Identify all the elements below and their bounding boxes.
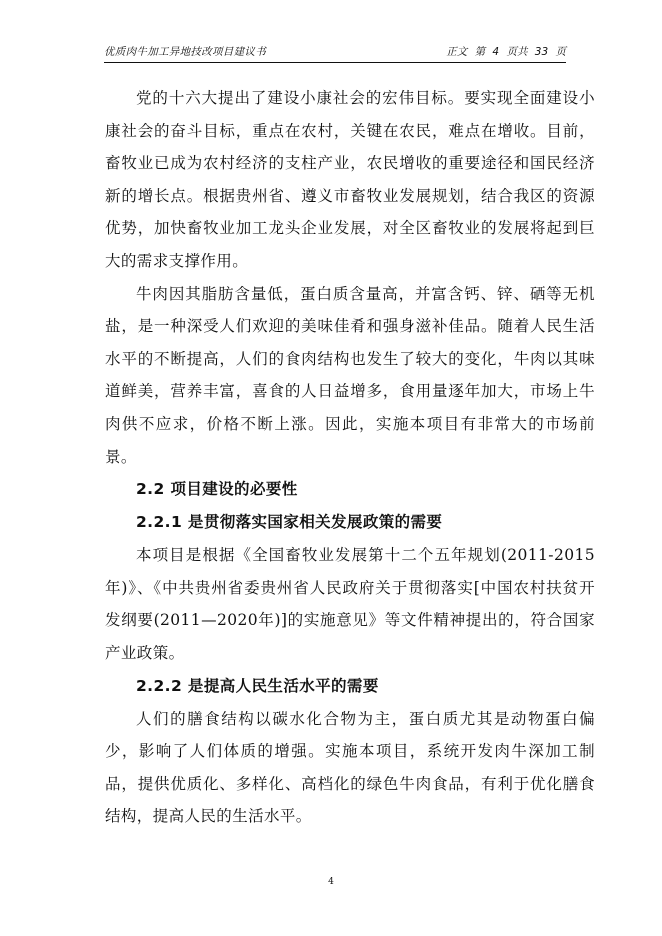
page-header (104, 44, 566, 60)
paragraph-4: 人们的膳食结构以碳水化合物为主，蛋白质尤其是动物蛋白偏少，影响了人们体质的增强。实施本项目，系统开发肉牛深加工制品，提供优质化、多样化、高档化的绿色牛肉食品，有利于优化膳食结构，提高人民的生活水平。 (105, 709, 595, 826)
paragraph-2: 牛肉因其脂肪含量低，蛋白质含量高，并富含钙、锌、硒等无机盐，是一种深受人们欢迎的美味佳肴和强身滋补佳品。随着人民生活水平的不断提高，人们的食肉结构也发生了较大的变化，牛肉以其味道鲜美，营养丰富，喜食的人日益增多，食用量逐年加大，市场上牛肉供不应求，价格不断上涨。因此，实施本项目有非常大的市场前景。 (105, 284, 595, 466)
heading-2-2: 2.2 项目建设的必要性 (136, 480, 298, 499)
heading-2-2-2: 2.2.2 是提高人民生活水平的需要 (136, 676, 379, 695)
page-info: 第 4 页共 33 页 (474, 46, 566, 58)
heading-2-2-1: 2.2.1 是贯彻落实国家相关发展政策的需要 (136, 513, 443, 532)
header-rule (104, 62, 566, 63)
document-title: 优质肉牛加工异地技改项目建议书 (104, 46, 266, 58)
section-label: 正文 (446, 46, 468, 58)
page-content (105, 82, 595, 833)
paragraph-1: 党的十六大提出了建设小康社会的宏伟目标。要实现全面建设小康社会的奋斗目标，重点在农村，关键在农民，难点在增收。目前，畜牧业已成为农村经济的支柱产业，农民增收的重要途径和国民经济新的增长点。根据贵州省、遵义市畜牧业发展规划，结合我区的资源优势，加快畜牧业加工龙头企业发展，对全区畜牧业的发展将起到巨大的需求支撑作用。 (105, 89, 595, 270)
page-number: 4 (328, 877, 334, 887)
header-page-info (446, 44, 566, 60)
paragraph-3: 本项目是根据《全国畜牧业发展第十二个五年规划(2011-2015年)》、《中共贵州省委贵州省人民政府关于贯彻落实[中国农村扶贫开发纲要(2011—2020年)]的实施意见》等文件精神提出的，符合国家产业政策。 (105, 546, 595, 662)
